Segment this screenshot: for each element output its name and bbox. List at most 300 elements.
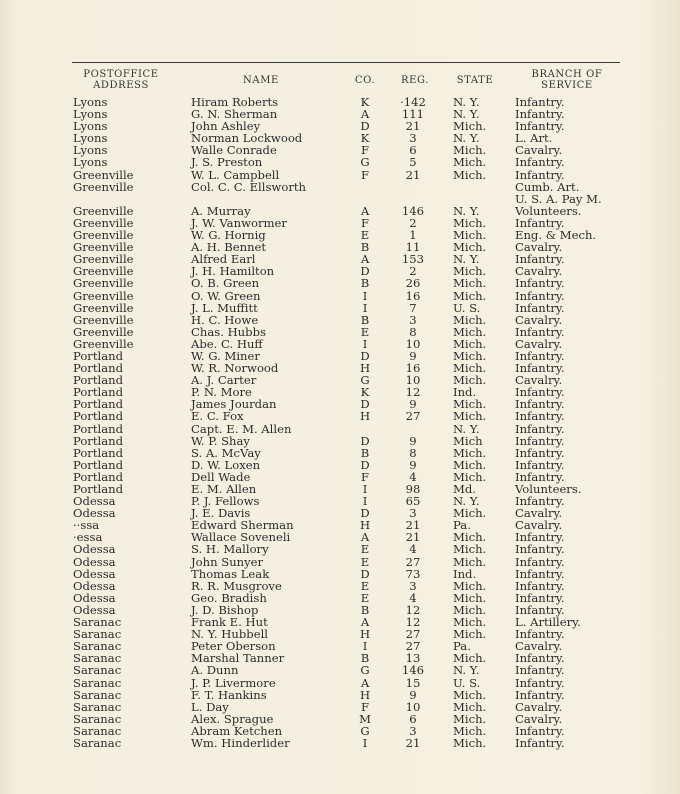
cell-state: N. Y. xyxy=(453,421,480,436)
cell-regiment: 9 xyxy=(409,348,417,363)
cell-address: Greenville xyxy=(73,240,134,255)
table-row xyxy=(0,314,680,326)
cell-address: Greenville xyxy=(73,276,134,291)
cell-name: J. D. Bishop xyxy=(191,602,259,617)
cell-regiment: 9 xyxy=(409,687,417,702)
cell-state: Mich. xyxy=(453,373,487,388)
cell-name: Walle Conrade xyxy=(191,143,277,158)
cell-state: Mich xyxy=(453,433,483,448)
cell-company: K xyxy=(360,385,370,400)
cell-state: Mich. xyxy=(453,711,487,726)
cell-company: A xyxy=(360,675,370,690)
cell-regiment: 15 xyxy=(405,675,421,690)
cell-regiment: 65 xyxy=(405,494,421,509)
cell-address: Saranac xyxy=(73,711,122,726)
table-row xyxy=(0,169,680,181)
cell-regiment: 7 xyxy=(409,300,417,315)
cell-state: Mich. xyxy=(453,336,487,351)
cell-state: Mich. xyxy=(453,506,487,521)
cell-company: A xyxy=(360,252,370,267)
cell-state: N. Y. xyxy=(453,131,480,146)
cell-name: Abram Ketchen xyxy=(191,723,283,738)
cell-regiment: 4 xyxy=(409,469,417,484)
cell-name: Chas. Hubbs xyxy=(191,324,266,339)
cell-branch: Cavalry. xyxy=(515,143,563,158)
table-row xyxy=(0,302,680,314)
cell-branch: Cavalry. xyxy=(515,312,563,327)
cell-regiment: 21 xyxy=(405,119,421,134)
cell-name: Thomas Leak xyxy=(191,566,270,581)
cell-regiment: 27 xyxy=(405,639,421,654)
cell-name: F. T. Hankins xyxy=(191,687,267,702)
cell-company: A xyxy=(360,615,370,630)
cell-branch: Infantry. xyxy=(515,288,565,303)
cell-branch: Infantry. xyxy=(515,687,565,702)
header-co: CO. xyxy=(354,75,376,86)
cell-address: Saranac xyxy=(73,651,122,666)
cell-branch: Infantry. xyxy=(515,433,565,448)
cell-address: Portland xyxy=(73,409,124,424)
cell-address: Saranac xyxy=(73,663,122,678)
cell-state: Mich. xyxy=(453,723,487,738)
cell-address: Portland xyxy=(73,348,124,363)
cell-address: Odessa xyxy=(73,578,116,593)
cell-regiment: 98 xyxy=(405,482,421,496)
cell-address: Lyons xyxy=(73,119,108,134)
cell-state: Mich. xyxy=(453,469,487,484)
cell-address: Saranac xyxy=(73,639,122,654)
cell-branch: Infantry. xyxy=(515,651,565,666)
cell-name: Capt. E. M. Allen xyxy=(191,421,292,436)
cell-name: Dell Wade xyxy=(191,469,251,484)
cell-branch: Infantry. xyxy=(515,445,565,460)
cell-name: Norman Lockwood xyxy=(191,131,303,146)
table-row xyxy=(0,507,680,519)
cell-state: Mich. xyxy=(453,554,487,569)
cell-state: Mich. xyxy=(453,735,487,750)
cell-company: F xyxy=(360,215,370,230)
cell-state: Mich. xyxy=(453,409,487,424)
cell-address: Lyons xyxy=(73,95,108,109)
cell-branch: Cavalry. xyxy=(515,506,563,521)
cell-regiment: 1 xyxy=(409,228,417,243)
cell-branch: Infantry. xyxy=(515,675,565,690)
cell-regiment: 2 xyxy=(409,264,417,279)
cell-address: Odessa xyxy=(73,554,116,569)
cell-regiment: 8 xyxy=(409,324,417,339)
cell-company: I xyxy=(362,735,368,750)
cell-state: Mich. xyxy=(453,228,487,243)
cell-address: Odessa xyxy=(73,590,116,605)
cell-name: J. P. Livermore xyxy=(191,675,276,690)
cell-branch: Cavalry. xyxy=(515,518,563,533)
cell-regiment: 4 xyxy=(409,590,417,605)
cell-company: B xyxy=(360,445,370,460)
cell-branch: Infantry. xyxy=(515,602,565,617)
cell-state: Mich. xyxy=(453,602,487,617)
cell-company: D xyxy=(360,433,370,448)
cell-name: J. S. Preston xyxy=(191,155,263,170)
cell-state: N. Y. xyxy=(453,203,480,218)
cell-state: Mich. xyxy=(453,397,487,412)
cell-branch: Infantry. xyxy=(515,409,565,424)
cell-regiment: 21 xyxy=(405,518,421,533)
cell-name: O. B. Green xyxy=(191,276,260,291)
cell-name: P. N. More xyxy=(191,385,252,400)
cell-address: Portland xyxy=(73,421,124,436)
cell-company: F xyxy=(360,143,370,158)
cell-regiment: 8 xyxy=(409,445,417,460)
cell-company: A xyxy=(360,203,370,218)
cell-state: Mich. xyxy=(453,312,487,327)
cell-name: W. G. Hornig xyxy=(191,228,266,243)
cell-branch: Infantry. xyxy=(515,663,565,678)
cell-name: Peter Oberson xyxy=(191,639,276,654)
cell-branch: Infantry. xyxy=(515,735,565,750)
table-row xyxy=(0,556,680,568)
cell-company: K xyxy=(360,95,370,109)
cell-address: Saranac xyxy=(73,723,122,738)
header-rule xyxy=(72,62,620,63)
cell-company: K xyxy=(360,131,370,146)
cell-company: I xyxy=(362,336,368,351)
cell-branch: Infantry. xyxy=(515,252,565,267)
cell-address: Lyons xyxy=(73,107,108,122)
cell-address: Odessa xyxy=(73,566,116,581)
cell-company: H xyxy=(359,687,371,702)
cell-regiment: 10 xyxy=(405,699,421,714)
cell-state: Mich. xyxy=(453,361,487,376)
cell-name: R. R. Musgrove xyxy=(191,578,282,593)
cell-state: Mich. xyxy=(453,615,487,630)
header-name: NAME xyxy=(243,75,279,86)
cell-company: E xyxy=(360,228,370,243)
cell-branch: Infantry. xyxy=(515,494,565,509)
cell-state: Mich. xyxy=(453,699,487,714)
cell-company: A xyxy=(360,530,370,545)
cell-state: Pa. xyxy=(453,639,471,654)
cell-name: D. W. Loxen xyxy=(191,457,261,472)
cell-regiment: 27 xyxy=(405,627,421,642)
cell-state: N. Y. xyxy=(453,663,480,678)
cell-regiment: 9 xyxy=(409,397,417,412)
cell-company: A xyxy=(360,107,370,122)
table-row xyxy=(0,677,680,689)
cell-regiment: 21 xyxy=(405,530,421,545)
cell-company: I xyxy=(362,300,368,315)
cell-state: Mich. xyxy=(453,276,487,291)
table-row xyxy=(0,181,680,193)
table-row xyxy=(0,435,680,447)
cell-state: Mich. xyxy=(453,288,487,303)
cell-regiment: 3 xyxy=(409,312,417,327)
cell-company: G xyxy=(360,723,370,738)
cell-name: S. A. McVay xyxy=(191,445,261,460)
cell-name: John Ashley xyxy=(191,119,261,134)
cell-state: Mich. xyxy=(453,119,487,134)
cell-address: Odessa xyxy=(73,602,116,617)
cell-regiment: 3 xyxy=(409,131,417,146)
cell-name: A. H. Bennet xyxy=(191,240,267,255)
cell-regiment: 21 xyxy=(405,735,421,750)
cell-company: D xyxy=(360,264,370,279)
cell-address: Greenville xyxy=(73,215,134,230)
cell-name: H. C. Howe xyxy=(191,312,259,327)
cell-state: Mich. xyxy=(453,445,487,460)
table-row xyxy=(0,519,680,531)
table-row xyxy=(0,423,680,435)
cell-address: Portland xyxy=(73,373,124,388)
header-address: POSTOFFICE ADDRESS xyxy=(83,69,159,91)
cell-regiment: 3 xyxy=(409,578,417,593)
cell-name: G. N. Sherman xyxy=(191,107,278,122)
cell-address: Greenville xyxy=(73,300,134,315)
cell-company: E xyxy=(360,324,370,339)
cell-company: G xyxy=(360,373,370,388)
cell-address: Portland xyxy=(73,397,124,412)
cell-branch: Volunteers. xyxy=(515,203,582,218)
header-reg: REG. xyxy=(400,75,430,86)
cell-name: W. R. Norwood xyxy=(191,361,279,376)
cell-name: Alex. Sprague xyxy=(191,711,274,726)
cell-address: ·essa xyxy=(73,530,103,545)
cell-address: Greenville xyxy=(73,203,134,218)
cell-name: E. M. Allen xyxy=(191,482,257,496)
cell-address: Lyons xyxy=(73,143,108,158)
cell-state: Mich. xyxy=(453,457,487,472)
cell-address: Portland xyxy=(73,445,124,460)
cell-address: Portland xyxy=(73,482,124,496)
table-row xyxy=(0,410,680,422)
cell-branch: Infantry. xyxy=(515,276,565,291)
cell-branch: Infantry. xyxy=(515,590,565,605)
cell-regiment: 73 xyxy=(405,566,421,581)
cell-company: B xyxy=(360,651,370,666)
cell-address: Portland xyxy=(73,433,124,448)
cell-company: D xyxy=(360,566,370,581)
cell-company: B xyxy=(360,240,370,255)
cell-branch: Cavalry. xyxy=(515,336,563,351)
cell-company: E xyxy=(360,542,370,557)
cell-name: John Sunyer xyxy=(191,554,264,569)
table-row xyxy=(0,447,680,459)
cell-branch: Infantry. xyxy=(515,554,565,569)
cell-address: Greenville xyxy=(73,324,134,339)
cell-regiment: 111 xyxy=(401,107,425,122)
cell-branch: Infantry. xyxy=(515,119,565,134)
cell-name: W. L. Campbell xyxy=(191,167,280,182)
cell-state: U. S. xyxy=(453,675,481,690)
cell-branch: Infantry. xyxy=(515,324,565,339)
cell-branch: Volunteers. xyxy=(515,482,582,496)
cell-state: Ind. xyxy=(453,566,477,581)
cell-address: Odessa xyxy=(73,506,116,521)
cell-branch: Infantry. xyxy=(515,530,565,545)
cell-company: E xyxy=(360,578,370,593)
cell-name: O. W. Green xyxy=(191,288,261,303)
cell-state: N. Y. xyxy=(453,494,480,509)
cell-branch: Cavalry. xyxy=(515,373,563,388)
cell-branch: Infantry. xyxy=(515,723,565,738)
cell-name: W. P. Shay xyxy=(191,433,250,448)
cell-address: Saranac xyxy=(73,735,122,750)
cell-name: Alfred Earl xyxy=(191,252,256,267)
cell-branch: Cavalry. xyxy=(515,639,563,654)
cell-state: N. Y. xyxy=(453,252,480,267)
cell-state: Mich. xyxy=(453,348,487,363)
cell-state: Mich. xyxy=(453,324,487,339)
cell-address: Greenville xyxy=(73,228,134,243)
cell-state: Mich. xyxy=(453,578,487,593)
cell-branch: L. Art. xyxy=(515,131,553,146)
cell-regiment: 146 xyxy=(401,663,425,678)
cell-name: N. Y. Hubbell xyxy=(191,627,268,642)
cell-address: Greenville xyxy=(73,252,134,267)
cell-regiment: 9 xyxy=(409,457,417,472)
cell-state: Mich. xyxy=(453,240,487,255)
cell-regiment: 12 xyxy=(405,602,421,617)
cell-state: Mich. xyxy=(453,167,487,182)
cell-company: D xyxy=(360,506,370,521)
cell-address: Greenville xyxy=(73,179,134,194)
cell-name: A. J. Carter xyxy=(191,373,257,388)
cell-name: Col. C. C. Ellsworth xyxy=(191,179,306,194)
cell-name: A. Dunn xyxy=(191,663,239,678)
header-state: STATE xyxy=(456,75,494,86)
cell-branch: U. S. A. Pay M. xyxy=(515,191,602,206)
table-row xyxy=(0,689,680,701)
cell-branch: Infantry. xyxy=(515,361,565,376)
cell-regiment: 5 xyxy=(409,155,417,170)
cell-name: James Jourdan xyxy=(191,397,277,412)
cell-branch: Infantry. xyxy=(515,627,565,642)
cell-state: Pa. xyxy=(453,518,471,533)
cell-company: H xyxy=(359,409,371,424)
cell-branch: Cavalry. xyxy=(515,264,563,279)
cell-name: J. E. Davis xyxy=(191,506,251,521)
cell-regiment: 146 xyxy=(401,203,425,218)
cell-state: Ind. xyxy=(453,385,477,400)
cell-regiment: 16 xyxy=(405,361,421,376)
cell-name: E. C. Fox xyxy=(191,409,244,424)
cell-branch: Infantry. xyxy=(515,95,565,109)
cell-branch: Infantry. xyxy=(515,542,565,557)
cell-branch: Infantry. xyxy=(515,457,565,472)
cell-state: Mich. xyxy=(453,530,487,545)
table-row xyxy=(0,156,680,168)
cell-address: Odessa xyxy=(73,542,116,557)
cell-branch: Infantry. xyxy=(515,385,565,400)
cell-state: Mich. xyxy=(453,627,487,642)
cell-state: N. Y. xyxy=(453,95,480,109)
cell-company: I xyxy=(362,494,368,509)
cell-state: Mich. xyxy=(453,155,487,170)
roster-table xyxy=(0,96,680,749)
cell-state: U. S. xyxy=(453,300,481,315)
cell-name: A. Murray xyxy=(191,203,251,218)
cell-branch: Infantry. xyxy=(515,167,565,182)
cell-branch: Cavalry. xyxy=(515,240,563,255)
cell-address: Lyons xyxy=(73,155,108,170)
cell-company: F xyxy=(360,699,370,714)
cell-company: D xyxy=(360,348,370,363)
cell-state: Md. xyxy=(453,482,476,496)
cell-company: I xyxy=(362,482,368,496)
cell-branch: Infantry. xyxy=(515,469,565,484)
cell-address: Portland xyxy=(73,457,124,472)
cell-state: Mich. xyxy=(453,651,487,666)
cell-regiment: 16 xyxy=(405,288,421,303)
cell-name: Frank E. Hut xyxy=(191,615,268,630)
cell-branch: Infantry. xyxy=(515,155,565,170)
header-branch: BRANCH OF SERVICE xyxy=(531,69,603,91)
cell-name: Edward Sherman xyxy=(191,518,294,533)
cell-address: Greenville xyxy=(73,336,134,351)
table-row xyxy=(0,568,680,580)
cell-address: Portland xyxy=(73,385,124,400)
cell-address: Greenville xyxy=(73,264,134,279)
cell-branch: Infantry. xyxy=(515,421,565,436)
cell-name: J. H. Hamilton xyxy=(191,264,275,279)
cell-regiment: 26 xyxy=(405,276,421,291)
cell-company: F xyxy=(360,469,370,484)
cell-address: Odessa xyxy=(73,494,116,509)
cell-name: J. W. Vanwormer xyxy=(191,215,287,230)
cell-address: ··ssa xyxy=(73,518,100,533)
cell-company: E xyxy=(360,590,370,605)
cell-name: S. H. Mallory xyxy=(191,542,269,557)
cell-branch: Infantry. xyxy=(515,107,565,122)
cell-company: H xyxy=(359,361,371,376)
cell-company: H xyxy=(359,518,371,533)
table-row xyxy=(0,737,680,749)
cell-company: I xyxy=(362,288,368,303)
cell-name: J. L. Muffitt xyxy=(191,300,258,315)
cell-address: Saranac xyxy=(73,687,122,702)
cell-name: Hiram Roberts xyxy=(191,95,279,109)
cell-branch: Cavalry. xyxy=(515,699,563,714)
cell-company: I xyxy=(362,639,368,654)
cell-branch: L. Artillery. xyxy=(515,615,581,630)
cell-company: D xyxy=(360,397,370,412)
cell-address: Greenville xyxy=(73,312,134,327)
cell-regiment: 12 xyxy=(405,385,421,400)
cell-state: Mich. xyxy=(453,542,487,557)
cell-state: Mich. xyxy=(453,215,487,230)
cell-regiment: 21 xyxy=(405,167,421,182)
cell-regiment: 153 xyxy=(401,252,425,267)
cell-branch: Infantry. xyxy=(515,566,565,581)
cell-company: D xyxy=(360,457,370,472)
cell-state: N. Y. xyxy=(453,107,480,122)
cell-company: B xyxy=(360,276,370,291)
cell-company: H xyxy=(359,627,371,642)
cell-state: Mich. xyxy=(453,143,487,158)
cell-regiment: 27 xyxy=(405,554,421,569)
cell-name: P. J. Fellows xyxy=(191,494,260,509)
cell-regiment: 13 xyxy=(405,651,421,666)
cell-company: F xyxy=(360,167,370,182)
cell-regiment: ·142 xyxy=(400,95,426,109)
cell-branch: Eng. & Mech. xyxy=(515,228,597,243)
cell-name: Wallace Soveneli xyxy=(191,530,291,545)
cell-address: Greenville xyxy=(73,167,134,182)
cell-company: E xyxy=(360,554,370,569)
cell-name: Geo. Bradish xyxy=(191,590,267,605)
cell-address: Portland xyxy=(73,361,124,376)
cell-company: D xyxy=(360,119,370,134)
cell-company: G xyxy=(360,155,370,170)
